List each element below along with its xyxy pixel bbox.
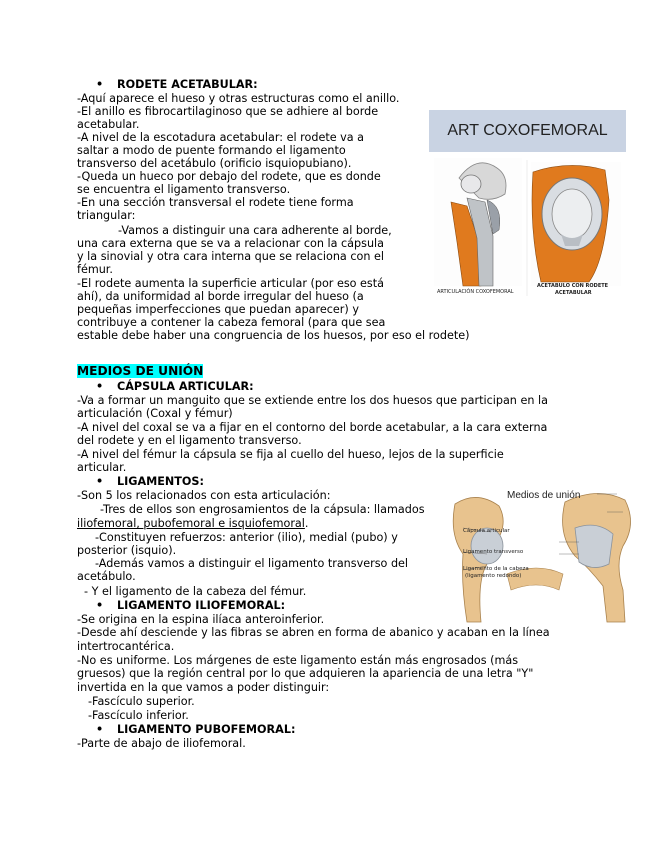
text-line: del rodete y en el ligamento transverso. bbox=[77, 434, 302, 447]
text-line: -A nivel de la escotadura acetabular: el rodete va a bbox=[77, 131, 365, 144]
text-line: estable debe haber una congruencia de los huesos, por eso el rodete) bbox=[77, 329, 470, 342]
ligament-names-line bbox=[77, 517, 308, 530]
text-line: articular. bbox=[77, 461, 127, 474]
text-line: -Se origina en la espina ilíaca anteroinferior. bbox=[77, 613, 325, 626]
text-line: -Además vamos a distinguir el ligamento transverso del bbox=[95, 557, 409, 570]
text-line: -En una sección transversal el rodete tiene forma bbox=[77, 196, 354, 209]
period: . bbox=[304, 517, 309, 530]
coxofemoral-figure bbox=[429, 110, 626, 300]
text-line: -Aquí aparece el hueso y otras estructuras como el anillo. bbox=[77, 92, 400, 105]
capsula-heading: • CÁPSULA ARTICULAR: bbox=[117, 380, 254, 393]
text-line: acetabular. bbox=[77, 118, 140, 131]
rodete-acetabular-heading: • RODETE ACETABULAR: bbox=[117, 78, 258, 91]
text-line: contribuye a contener la cabeza femoral (para que sea bbox=[77, 316, 386, 329]
ligament-names: iliofemoral, pubofemoral e isquiofemoral bbox=[77, 517, 305, 530]
text-line: una cara externa que se va a relacionar con la cápsula bbox=[77, 237, 384, 250]
text-line: -El anillo es fibrocartilaginoso que se adhiere al borde bbox=[77, 105, 379, 118]
text-line: fémur. bbox=[77, 263, 113, 276]
text-line: se encuentra el ligamento transverso. bbox=[77, 183, 291, 196]
text-line: y la sinovial y otra cara interna que se relaciona con el bbox=[77, 250, 384, 263]
text-line: articulación (Coxal y fémur) bbox=[77, 407, 233, 420]
text-line: acetábulo. bbox=[77, 570, 136, 583]
text-line: -Va a formar un manguito que se extiende entre los dos huesos que participan en la bbox=[77, 394, 548, 407]
text-line: -No es uniforme. Los márgenes de este ligamento están más engrosados (más bbox=[77, 654, 519, 667]
figure-title: Medios de unión bbox=[507, 490, 581, 501]
text-line: posterior (isquio). bbox=[77, 544, 177, 557]
femoral-head bbox=[461, 175, 481, 193]
medios-de-union-title: MEDIOS DE UNIÓN bbox=[77, 364, 204, 378]
text-line: -A nivel del fémur la cápsula se fija al cuello del hueso, lejos de la superficie bbox=[77, 448, 504, 461]
left-caption: ARTICULACIÓN COXOFEMORAL bbox=[437, 289, 514, 295]
text-line: -Fascículo inferior. bbox=[88, 709, 189, 722]
text-line: -Tres de ellos son engrosamientos de la cápsula: llamados bbox=[100, 503, 425, 516]
right-caption-line2: ACETABULAR bbox=[555, 290, 592, 296]
right-caption-line1: ACETABULO CON RODETE bbox=[537, 283, 609, 289]
pubofemoral-heading: • LIGAMENTO PUBOFEMORAL: bbox=[117, 723, 295, 736]
iliofemoral-heading: • LIGAMENTO ILIOFEMORAL: bbox=[117, 599, 285, 612]
text-line: gruesos) que la región central por lo que adquieren la apariencia de una letra "Y" bbox=[77, 667, 534, 680]
text-line: saltar a modo de puente formando el ligamento bbox=[77, 144, 346, 157]
text-line: pequeñas imperfecciones que puedan aparecer) y bbox=[77, 303, 359, 316]
text-line: -Parte de abajo de iliofemoral. bbox=[77, 737, 246, 750]
text-line: -Son 5 los relacionados con esta articulación: bbox=[77, 489, 331, 502]
text-line: -Desde ahí desciende y las fibras se abren en forma de abanico y acaban en la línea bbox=[77, 626, 550, 639]
text-line: -Constituyen refuerzos: anterior (ilio), medial (pubo) y bbox=[95, 531, 398, 544]
acetabulum bbox=[552, 189, 592, 239]
text-line: intertrocantérica. bbox=[77, 640, 175, 653]
text-line: triangular: bbox=[77, 209, 136, 222]
label-ligamento-redondo: (ligamento redondo) bbox=[465, 573, 522, 579]
text-line: -Queda un hueco por debajo del rodete, que es donde bbox=[77, 170, 381, 183]
text-line: -Fascículo superior. bbox=[88, 695, 195, 708]
text-line: -A nivel del coxal se va a fijar en el contorno del borde acetabular, a la cara externa bbox=[77, 421, 548, 434]
text-line: - Y el ligamento de la cabeza del fémur. bbox=[84, 585, 307, 598]
hip-joint-illustration bbox=[429, 110, 626, 300]
figure-title: ART COXOFEMORAL bbox=[447, 122, 608, 139]
ligamentos-heading: • LIGAMENTOS: bbox=[117, 475, 204, 488]
text-line: -El rodete aumenta la superficie articular (por eso está bbox=[77, 277, 385, 290]
text-line: transverso del acetábulo (orificio isquiopubiano). bbox=[77, 157, 352, 170]
text-line: ahí), da uniformidad al borde irregular del hueso (a bbox=[77, 290, 364, 303]
label-ligamento-transverso: Ligamento transverso bbox=[463, 549, 524, 555]
text-line: invertida en la que vamos a poder distinguir: bbox=[77, 681, 330, 694]
label-capsula: Cápsula articular bbox=[463, 528, 510, 534]
text-line: -Vamos a distinguir una cara adherente al borde, bbox=[118, 224, 392, 237]
right-capsule bbox=[575, 525, 613, 567]
label-ligamento-cabeza: Ligamento de la cabeza bbox=[463, 566, 529, 572]
medios-union-figure bbox=[447, 484, 639, 624]
